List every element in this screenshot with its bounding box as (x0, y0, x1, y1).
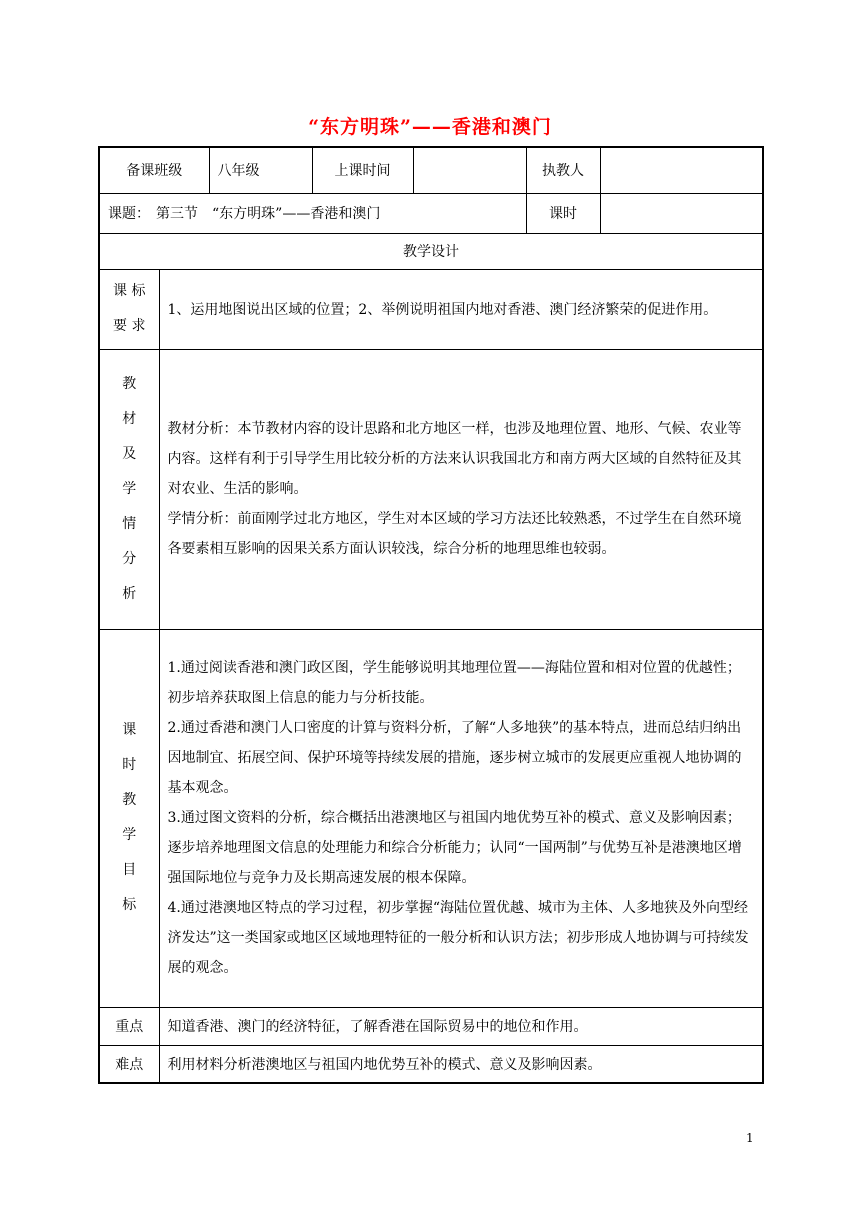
topic-label: 课题： (108, 206, 150, 222)
objective-item: 2.通过香港和澳门人口密度的计算与资料分析，了解“人多地狭”的基本特点，进而总结归纳出因地制宜、拓展空间、保护环境等持续发展的措施，逐步树立城市的发展更应重视人地协调的基本观念。 (167, 720, 742, 796)
analysis-label-char: 及 (122, 445, 137, 462)
textbook-analysis: 教材分析：本节教材内容的设计思路和北方地区一样，也涉及地理位置、地形、气候、农业等内容。这样有利于引导学生用比较分析的方法来认识我国北方和南方两大区域的自然特征及其对农业、生活的影响。 (167, 421, 742, 497)
difficulty-row (99, 1045, 763, 1083)
analysis-label-char: 情 (122, 515, 137, 532)
teacher-value (600, 147, 763, 193)
objectives-label-char: 教 (122, 792, 137, 808)
objectives-label-char: 目 (122, 862, 137, 878)
student-analysis: 学情分析：前面刚学过北方地区，学生对本区域的学习方法还比较熟悉，不过学生在自然环境各要素相互影响的因果关系方面认识较浅，综合分析的地理思维也较弱。 (167, 511, 742, 557)
curriculum-label (99, 269, 159, 349)
objectives-content (159, 629, 763, 1007)
curriculum-label-line: 课 标 (113, 283, 146, 299)
design-header: 教学设计 (99, 233, 763, 269)
objectives-label-char: 标 (122, 897, 137, 913)
analysis-label-char: 教 (122, 375, 137, 392)
objectives-label-char: 学 (122, 827, 137, 843)
time-value (413, 147, 526, 193)
difficulty-content: 利用材料分析港澳地区与祖国内地优势互补的模式、意义及影响因素。 (159, 1045, 763, 1083)
teacher-label: 执教人 (526, 147, 600, 193)
time-label: 上课时间 (312, 147, 413, 193)
difficulty-label: 难点 (99, 1045, 159, 1083)
topic-cell (99, 193, 526, 233)
analysis-label-char: 学 (122, 480, 137, 497)
lesson-plan-table (98, 146, 764, 1084)
class-label: 备课班级 (99, 147, 209, 193)
analysis-content (159, 349, 763, 629)
objectives-label (99, 629, 159, 1007)
objectives-label-char: 课 (122, 722, 137, 738)
hours-label: 课时 (526, 193, 600, 233)
design-header-row (99, 233, 763, 269)
analysis-label-char: 材 (122, 410, 137, 427)
objectives-label-char: 时 (122, 757, 137, 773)
key-point-label: 重点 (99, 1007, 159, 1045)
class-value: 八年级 (209, 147, 312, 193)
topic-value: 第三节 “东方明珠”——香港和澳门 (156, 206, 381, 222)
analysis-row (99, 349, 763, 629)
topic-row (99, 193, 763, 233)
curriculum-label-line: 要 求 (113, 318, 146, 334)
objective-item: 4.通过港澳地区特点的学习过程，初步掌握“海陆位置优越、城市为主体、人多地狭及外向型经济发达”这一类国家或地区区域地理特征的一般分析和认识方法；初步形成人地协调与可持续发展的观念。 (167, 900, 749, 976)
analysis-label (99, 349, 159, 629)
header-row (99, 147, 763, 193)
curriculum-row (99, 269, 763, 349)
key-point-content: 知道香港、澳门的经济特征，了解香港在国际贸易中的地位和作用。 (159, 1007, 763, 1045)
objective-item: 1.通过阅读香港和澳门政区图，学生能够说明其地理位置——海陆位置和相对位置的优越性；初步培养获取图上信息的能力与分析技能。 (167, 660, 741, 706)
document-title: “东方明珠”——香港和澳门 (308, 116, 552, 138)
objective-item: 3.通过图文资料的分析，综合概括出港澳地区与祖国内地优势互补的模式、意义及影响因素；逐步培养地理图文信息的处理能力和综合分析能力；认同“一国两制”与优势互补是港澳地区增强国际地位与竞争力及长期高速发展的根本保障。 (167, 810, 742, 886)
page-number: 1 (746, 1131, 754, 1145)
hours-value (600, 193, 763, 233)
analysis-label-char: 析 (122, 585, 137, 602)
objectives-row (99, 629, 763, 1007)
curriculum-content: 1、运用地图说出区域的位置；2、举例说明祖国内地对香港、澳门经济繁荣的促进作用。 (159, 269, 763, 349)
analysis-label-char: 分 (122, 550, 137, 567)
key-point-row (99, 1007, 763, 1045)
